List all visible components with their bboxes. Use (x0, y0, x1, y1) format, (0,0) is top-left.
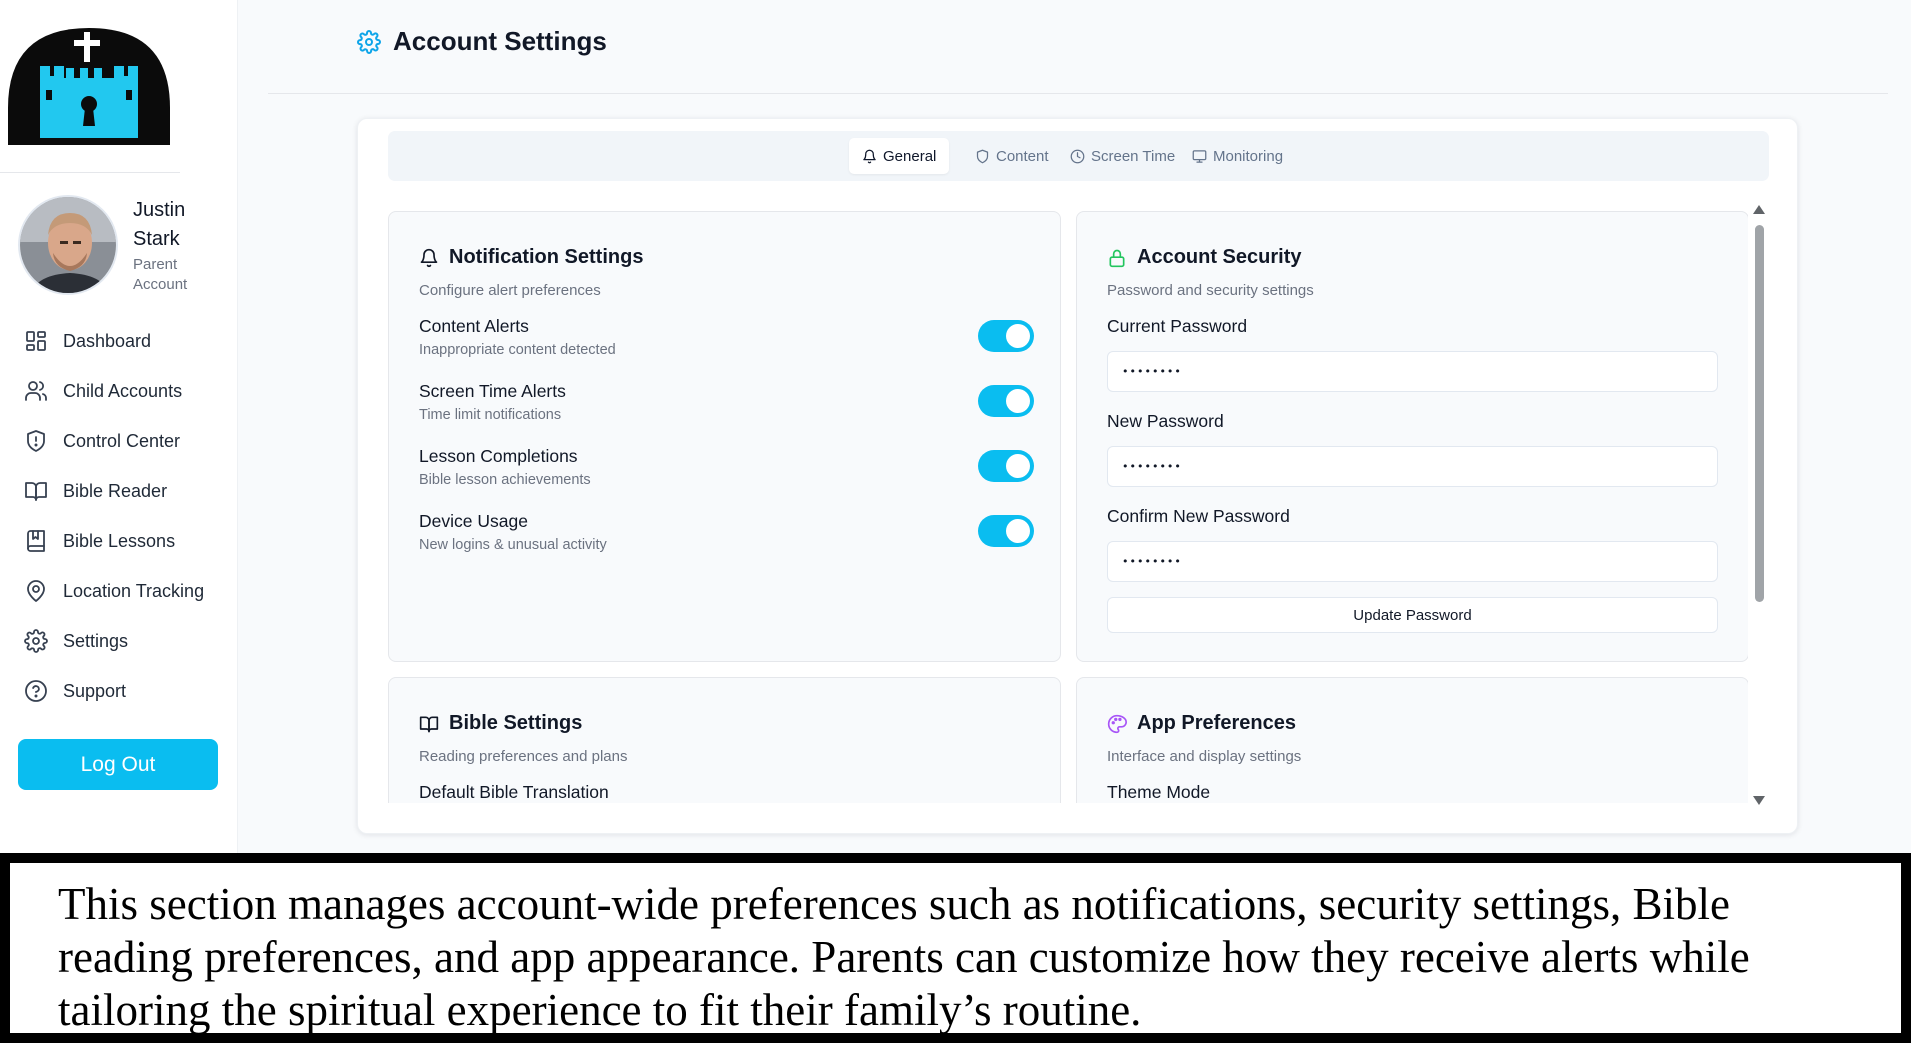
card-description: Configure alert preferences (419, 282, 601, 299)
users-icon (24, 379, 48, 403)
sidebar-item-location-tracking[interactable] (0, 566, 238, 616)
clock-icon (1070, 149, 1085, 164)
caption-banner (0, 853, 1911, 1043)
sidebar-item-label: Child Accounts (63, 380, 183, 401)
monitor-icon (1192, 149, 1207, 164)
sidebar-item-label: Bible Reader (63, 480, 168, 501)
setting-description: Bible lesson achievements (419, 472, 591, 488)
help-circle-icon (24, 679, 48, 703)
page-title: Account Settings (393, 26, 607, 56)
gear-icon (357, 30, 381, 54)
setting-label: Screen Time Alerts (419, 381, 566, 401)
lesson-completions-toggle[interactable] (978, 450, 1034, 482)
book-open-icon (24, 479, 48, 503)
palette-icon (1107, 714, 1127, 734)
sidebar-item-child-accounts[interactable] (0, 366, 238, 416)
app-preferences-card (1076, 677, 1748, 803)
tab-general[interactable] (849, 138, 949, 174)
sidebar-item-bible-reader[interactable] (0, 466, 238, 516)
toggle-knob (1006, 454, 1030, 478)
card-description: Interface and display settings (1107, 748, 1302, 765)
sidebar-item-bible-lessons[interactable] (0, 516, 238, 566)
settings-scroll-area (388, 211, 1748, 803)
sidebar-item-support[interactable] (0, 666, 238, 716)
settings-panel (357, 118, 1798, 834)
book-open-icon (419, 714, 439, 734)
setting-label: Lesson Completions (419, 446, 578, 466)
tab-monitoring[interactable] (1179, 138, 1296, 174)
caption-text: This section manages account-wide preferences such as notifications, security settings, Bible reading preferences, and app appearance. Parents can customize how they receive alerts while tailoring the spiritual experience to fit their family’s routine. (10, 863, 1901, 1033)
dashboard-icon (24, 329, 48, 353)
card-title (1107, 246, 1301, 269)
lock-icon (1107, 248, 1127, 268)
card-title (419, 712, 582, 735)
sidebar-item-label: Bible Lessons (63, 530, 176, 551)
scroll-down-arrow[interactable] (1753, 796, 1765, 805)
tab-label: Content (996, 147, 1049, 165)
sidebar (0, 0, 238, 853)
toggle-knob (1006, 519, 1030, 543)
confirm-password-label: Confirm New Password (1107, 506, 1290, 526)
bible-settings-card (388, 677, 1061, 803)
update-password-button[interactable]: Update Password (1107, 597, 1718, 633)
bell-icon (419, 248, 439, 268)
theme-mode-label: Theme Mode (1107, 782, 1211, 802)
card-title (419, 246, 643, 269)
avatar-photo (20, 197, 118, 295)
vertical-scrollbar[interactable] (1750, 205, 1768, 805)
card-title-text: Account Security (1137, 246, 1302, 268)
sidebar-item-dashboard[interactable] (0, 316, 238, 366)
card-title-text: Notification Settings (449, 246, 644, 268)
sidebar-item-label: Control Center (63, 430, 181, 451)
content-alerts-toggle[interactable] (978, 320, 1034, 352)
setting-content-alerts (419, 316, 1034, 366)
confirm-password-field[interactable] (1107, 541, 1718, 582)
screen-time-alerts-toggle[interactable] (978, 385, 1034, 417)
setting-description: Inappropriate content detected (419, 342, 616, 358)
tab-label: Monitoring (1213, 147, 1284, 165)
toggle-knob (1006, 324, 1030, 348)
notification-settings-card (388, 211, 1061, 662)
sidebar-nav (0, 316, 238, 716)
sidebar-item-label: Support (63, 680, 127, 701)
castle-logo[interactable] (8, 28, 170, 145)
avatar[interactable] (18, 195, 118, 295)
card-description: Reading preferences and plans (419, 748, 628, 765)
toggle-knob (1006, 389, 1030, 413)
current-password-field[interactable] (1107, 351, 1718, 392)
tab-label: Screen Time (1091, 147, 1176, 165)
scroll-thumb[interactable] (1755, 225, 1764, 602)
tab-label: General (883, 147, 937, 165)
bell-icon (862, 149, 877, 164)
setting-device-usage (419, 511, 1034, 561)
new-password-field[interactable] (1107, 446, 1718, 487)
map-pin-icon (24, 579, 48, 603)
logout-button[interactable]: Log Out (18, 739, 218, 790)
tab-screen-time[interactable] (1057, 138, 1188, 174)
user-name: Justin Stark (133, 199, 186, 250)
setting-label: Device Usage (419, 511, 528, 531)
card-title (1107, 712, 1296, 735)
book-icon (24, 529, 48, 553)
settings-tabs (388, 131, 1769, 181)
user-role: Parent Account (133, 256, 188, 293)
sidebar-item-label: Dashboard (63, 330, 152, 351)
tab-content[interactable] (962, 138, 1062, 174)
sidebar-item-control-center[interactable] (0, 416, 238, 466)
logo-divider (0, 172, 180, 173)
new-password-label: New Password (1107, 411, 1224, 431)
gear-icon (24, 629, 48, 653)
sidebar-item-settings[interactable] (0, 616, 238, 666)
scroll-up-arrow[interactable] (1753, 205, 1765, 214)
shield-icon (975, 149, 990, 164)
shield-icon (24, 429, 48, 453)
current-password-label: Current Password (1107, 316, 1248, 336)
card-title-text: Bible Settings (449, 712, 583, 734)
setting-description: Time limit notifications (419, 407, 562, 423)
device-usage-toggle[interactable] (978, 515, 1034, 547)
default-translation-label: Default Bible Translation (419, 782, 609, 802)
setting-screen-time-alerts (419, 381, 1034, 431)
setting-lesson-completions (419, 446, 1034, 496)
card-title-text: App Preferences (1137, 712, 1296, 734)
sidebar-item-label: Settings (63, 630, 129, 651)
setting-label: Content Alerts (419, 316, 529, 336)
user-profile (18, 195, 228, 295)
account-security-card (1076, 211, 1748, 662)
page-header (268, 0, 1888, 94)
setting-description: New logins & unusual activity (419, 537, 607, 553)
card-description: Password and security settings (1107, 282, 1314, 299)
sidebar-item-label: Location Tracking (63, 580, 205, 601)
